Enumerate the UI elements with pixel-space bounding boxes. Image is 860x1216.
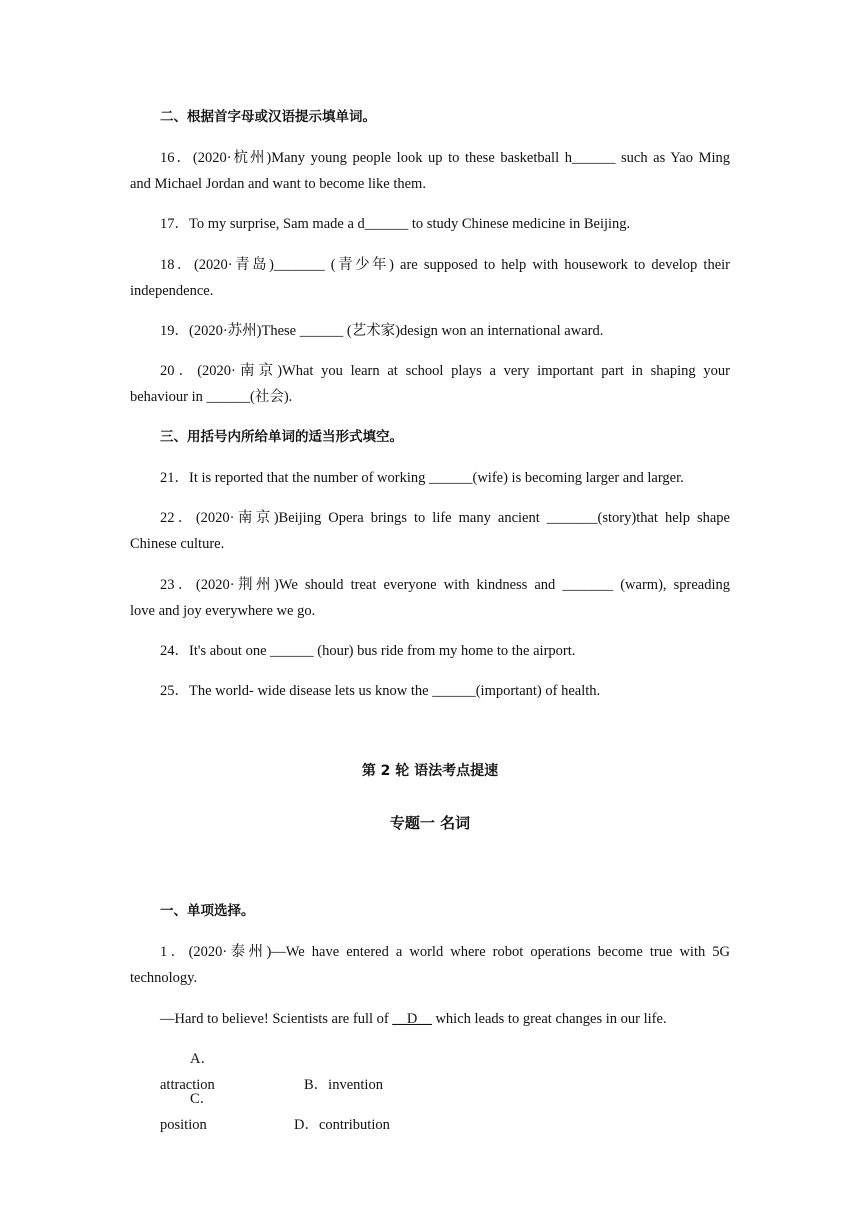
question-19: 19．(2020·苏州)These ______ (艺术家)design won an international award. xyxy=(160,323,604,339)
question-22-line-1: 22．(2020·南京)Beijing Opera brings to life many ancient _______(story)that help shape xyxy=(160,510,730,526)
question-24: 24．It's about one ______ (hour) bus ride from my home to the airport. xyxy=(160,643,576,659)
topic-title: 专题一 名词 xyxy=(389,814,471,832)
question-21: 21．It is reported that the number of working ______(wife) is becoming larger and larger. xyxy=(160,470,684,486)
option-a: A．attraction xyxy=(160,1051,215,1093)
option-d: D．contribution xyxy=(294,1117,390,1133)
reply-text-before: —Hard to believe! Scientists are full of xyxy=(160,1011,393,1027)
question-18-line-2: independence. xyxy=(130,283,214,299)
question-16-line-2: and Michael Jordan and want to become like them. xyxy=(130,176,426,192)
section-heading-1: 一、单项选择。 xyxy=(160,903,255,919)
question-20-line-1: 20．(2020·南京)What you learn at school plays a very important part in shaping your xyxy=(160,363,730,379)
question-17: 17．To my surprise, Sam made a d______ to study Chinese medicine in Beijing. xyxy=(160,216,631,232)
options-row-2 xyxy=(130,1086,730,1138)
question-20-line-2: behaviour in ______(社会). xyxy=(130,389,293,405)
section-heading-3: 三、用括号内所给单词的适当形式填空。 xyxy=(160,429,403,445)
question-18-line-1: 18．(2020·青岛)_______ (青少年) are supposed to help with housework to develop their xyxy=(160,257,730,273)
question-1-line-2: technology. xyxy=(130,970,198,986)
question-1-reply xyxy=(130,1006,730,1032)
reply-text-after: which leads to great changes in our life. xyxy=(431,1011,667,1027)
section-heading-2: 二、根据首字母或汉语提示填单词。 xyxy=(160,109,376,125)
option-c: C．position xyxy=(160,1091,215,1133)
question-16-line-1: 16．(2020·杭州)Many young people look up to these basketball h______ such as Yao Ming xyxy=(160,150,730,166)
question-23-line-2: love and joy everywhere we go. xyxy=(130,603,316,619)
option-b: B．invention xyxy=(304,1077,383,1093)
question-1-line-1: 1．(2020·泰州)—We have entered a world where robot operations become true with 5G xyxy=(160,944,730,960)
question-22-line-2: Chinese culture. xyxy=(130,536,225,552)
question-25: 25．The world- wide disease lets us know the ______(important) of health. xyxy=(160,683,601,699)
round-title: 第 2 轮 语法考点提速 xyxy=(361,763,499,779)
answer-blank: __D__ xyxy=(392,1011,432,1027)
question-23-line-1: 23．(2020·荆州)We should treat everyone with kindness and _______ (warm), spreading xyxy=(160,577,730,593)
